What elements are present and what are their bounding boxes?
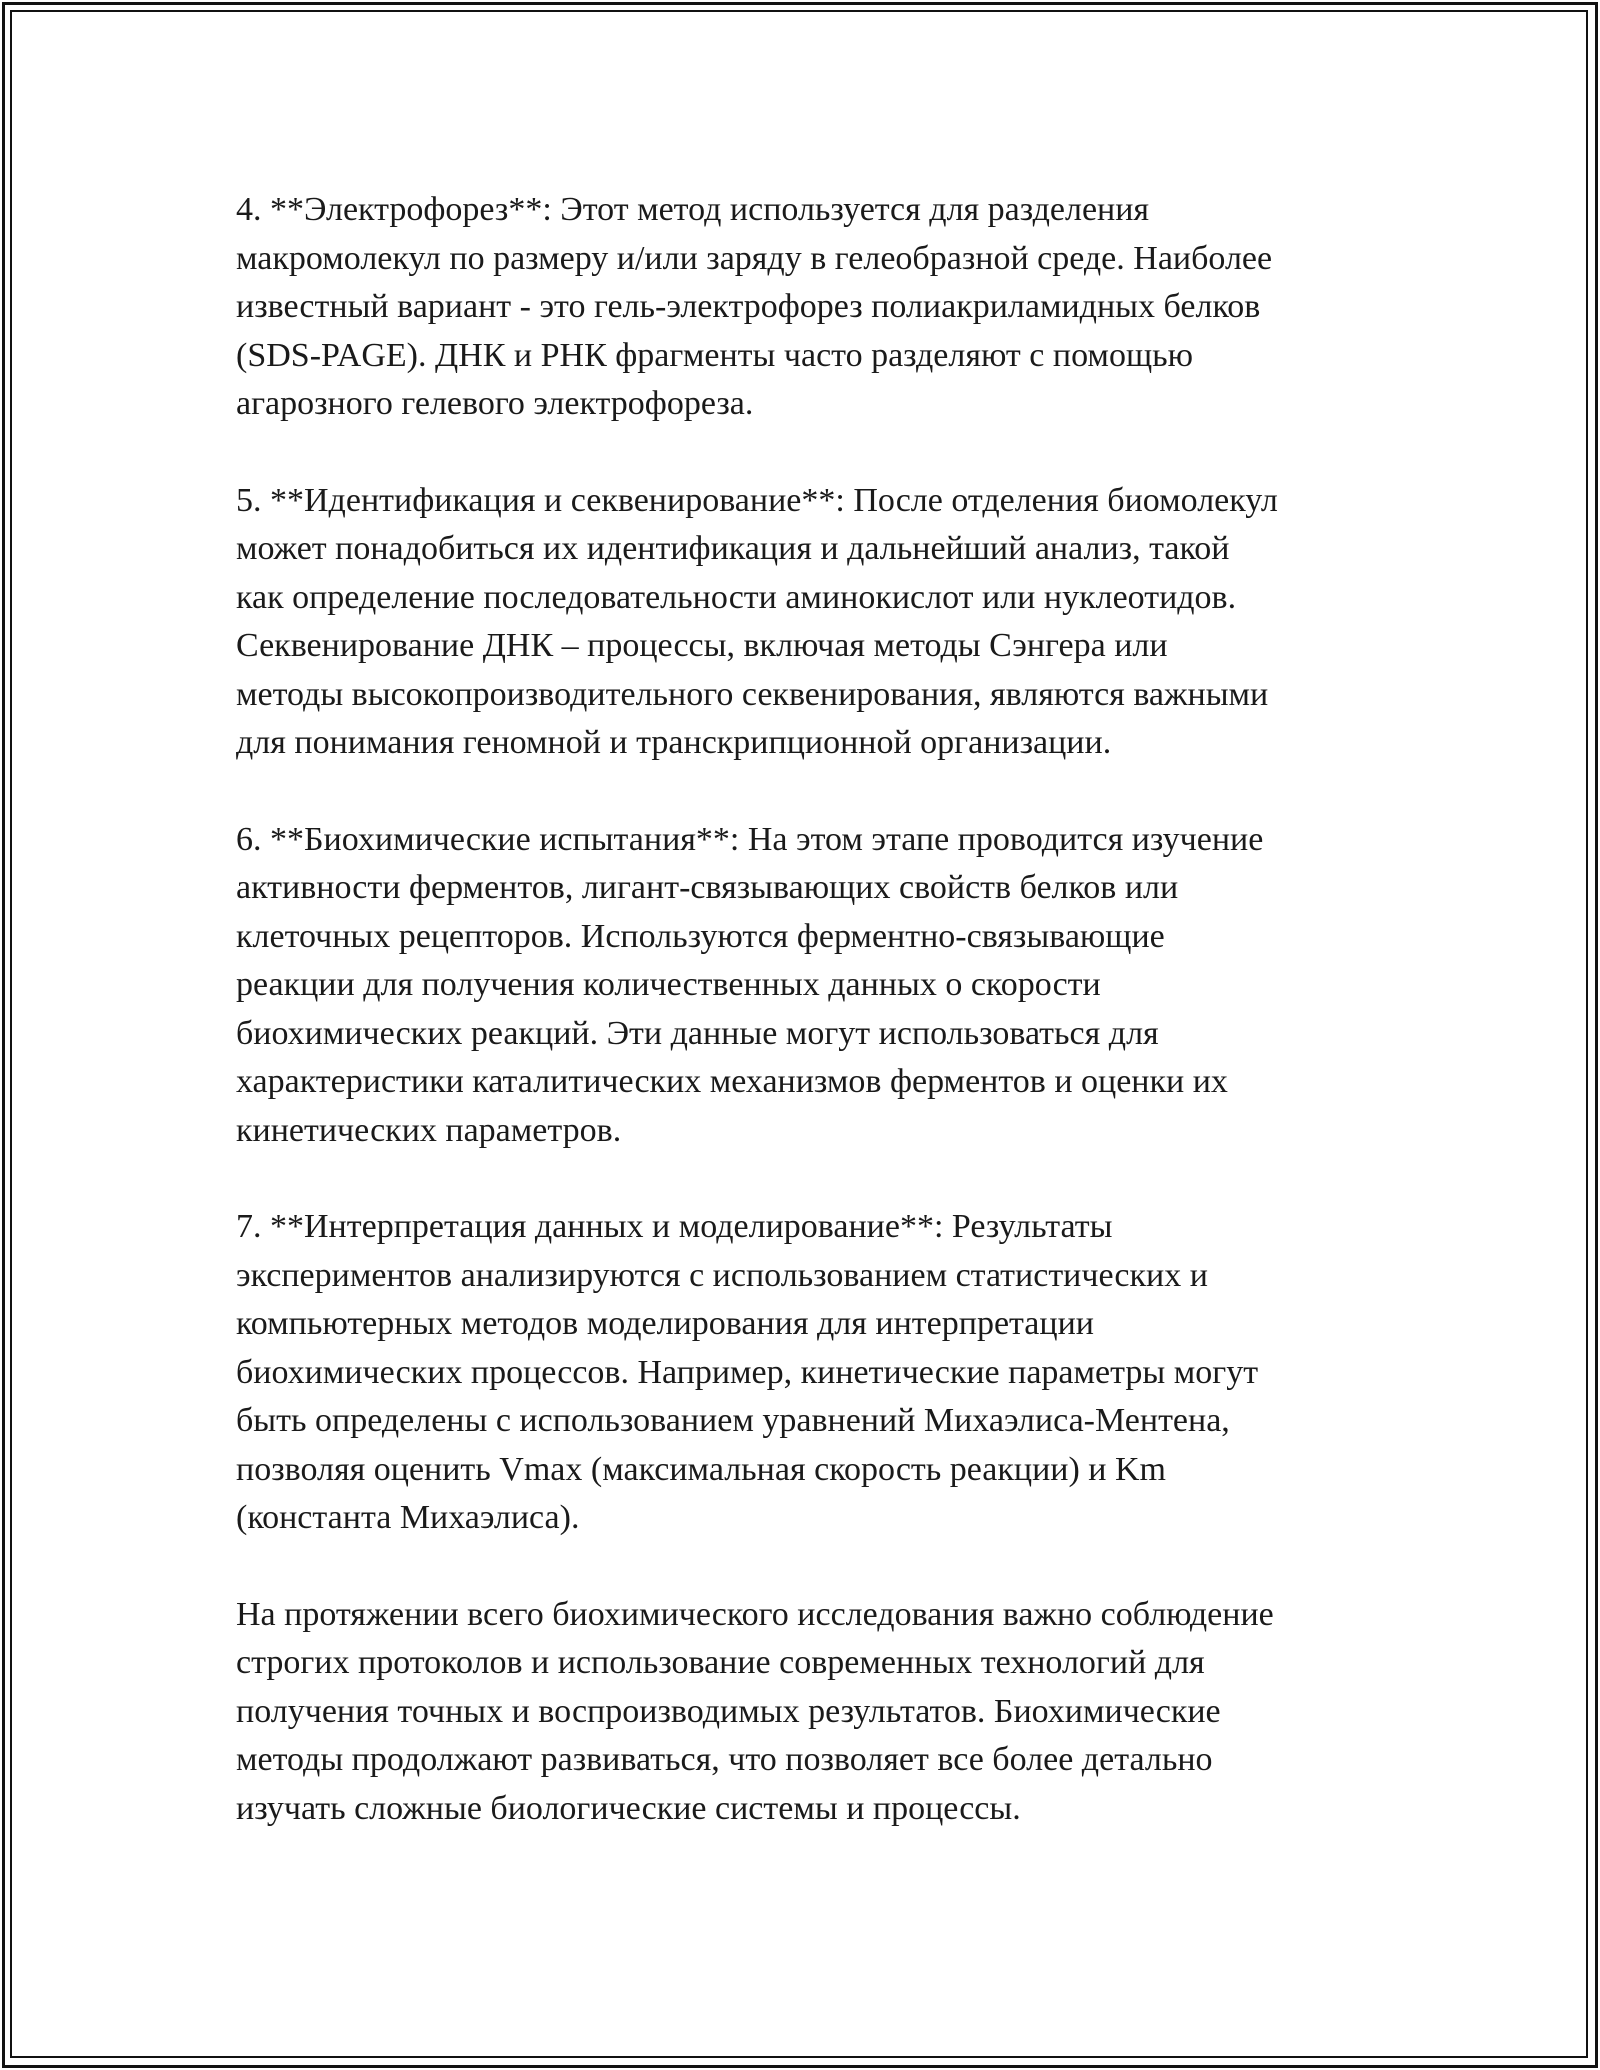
paragraph-conclusion: На протяжении всего биохимического исследования важно соблюдение строгих протоколов и использование современных технологий для получения точных и воспроизводимых результатов. Биохимические методы продолжают развиваться, что позволяет все более детально изучать сложные биологические системы и процессы. xyxy=(236,1595,1274,1827)
paragraph-identification-sequencing: 5. **Идентификация и секвенирование**: После отделения биомолекул может понадобиться их идентификация и дальнейший анализ, такой как определение последовательности аминокислот или нуклеотидов. Секвенирование ДНК – процессы, включая методы Сэнгера или методы высокопроизводительного секвенирования, являются важными для понимания геномной и транскрипционной организации. xyxy=(236,481,1278,761)
document-body xyxy=(236,186,1376,1881)
paragraph-biochemical-assays: 6. **Биохимические испытания**: На этом этапе проводится изучение активности ферментов, лигант-связывающих свойств белков или клеточных рецепторов. Используются ферментно-связывающие реакции для получения количественных данных о скорости биохимических реакций. Эти данные могут использоваться для характеристики каталитических механизмов ферментов и оценки их кинетических параметров. xyxy=(236,820,1264,1149)
paragraph-data-interpretation: 7. **Интерпретация данных и моделирование**: Результаты экспериментов анализируются с использованием статистических и компьютерных методов моделирования для интерпретации биохимических процессов. Например, кинетические параметры могут быть определены с использованием уравнений Михаэлиса-Ментена, позволяя оценить Vmax (максимальная скорость реакции) и Km (константа Михаэлиса). xyxy=(236,1208,1259,1536)
paragraph-electrophoresis: 4. **Электрофорез**: Этот метод используется для разделения макромолекул по размеру и/или заряду в гелеобразной среде. Наиболее известный вариант - это гель-электрофорез полиакриламидных белков (SDS-PAGE). ДНК и РНК фрагменты часто разделяют с помощью агарозного гелевого электрофореза. xyxy=(236,191,1273,422)
